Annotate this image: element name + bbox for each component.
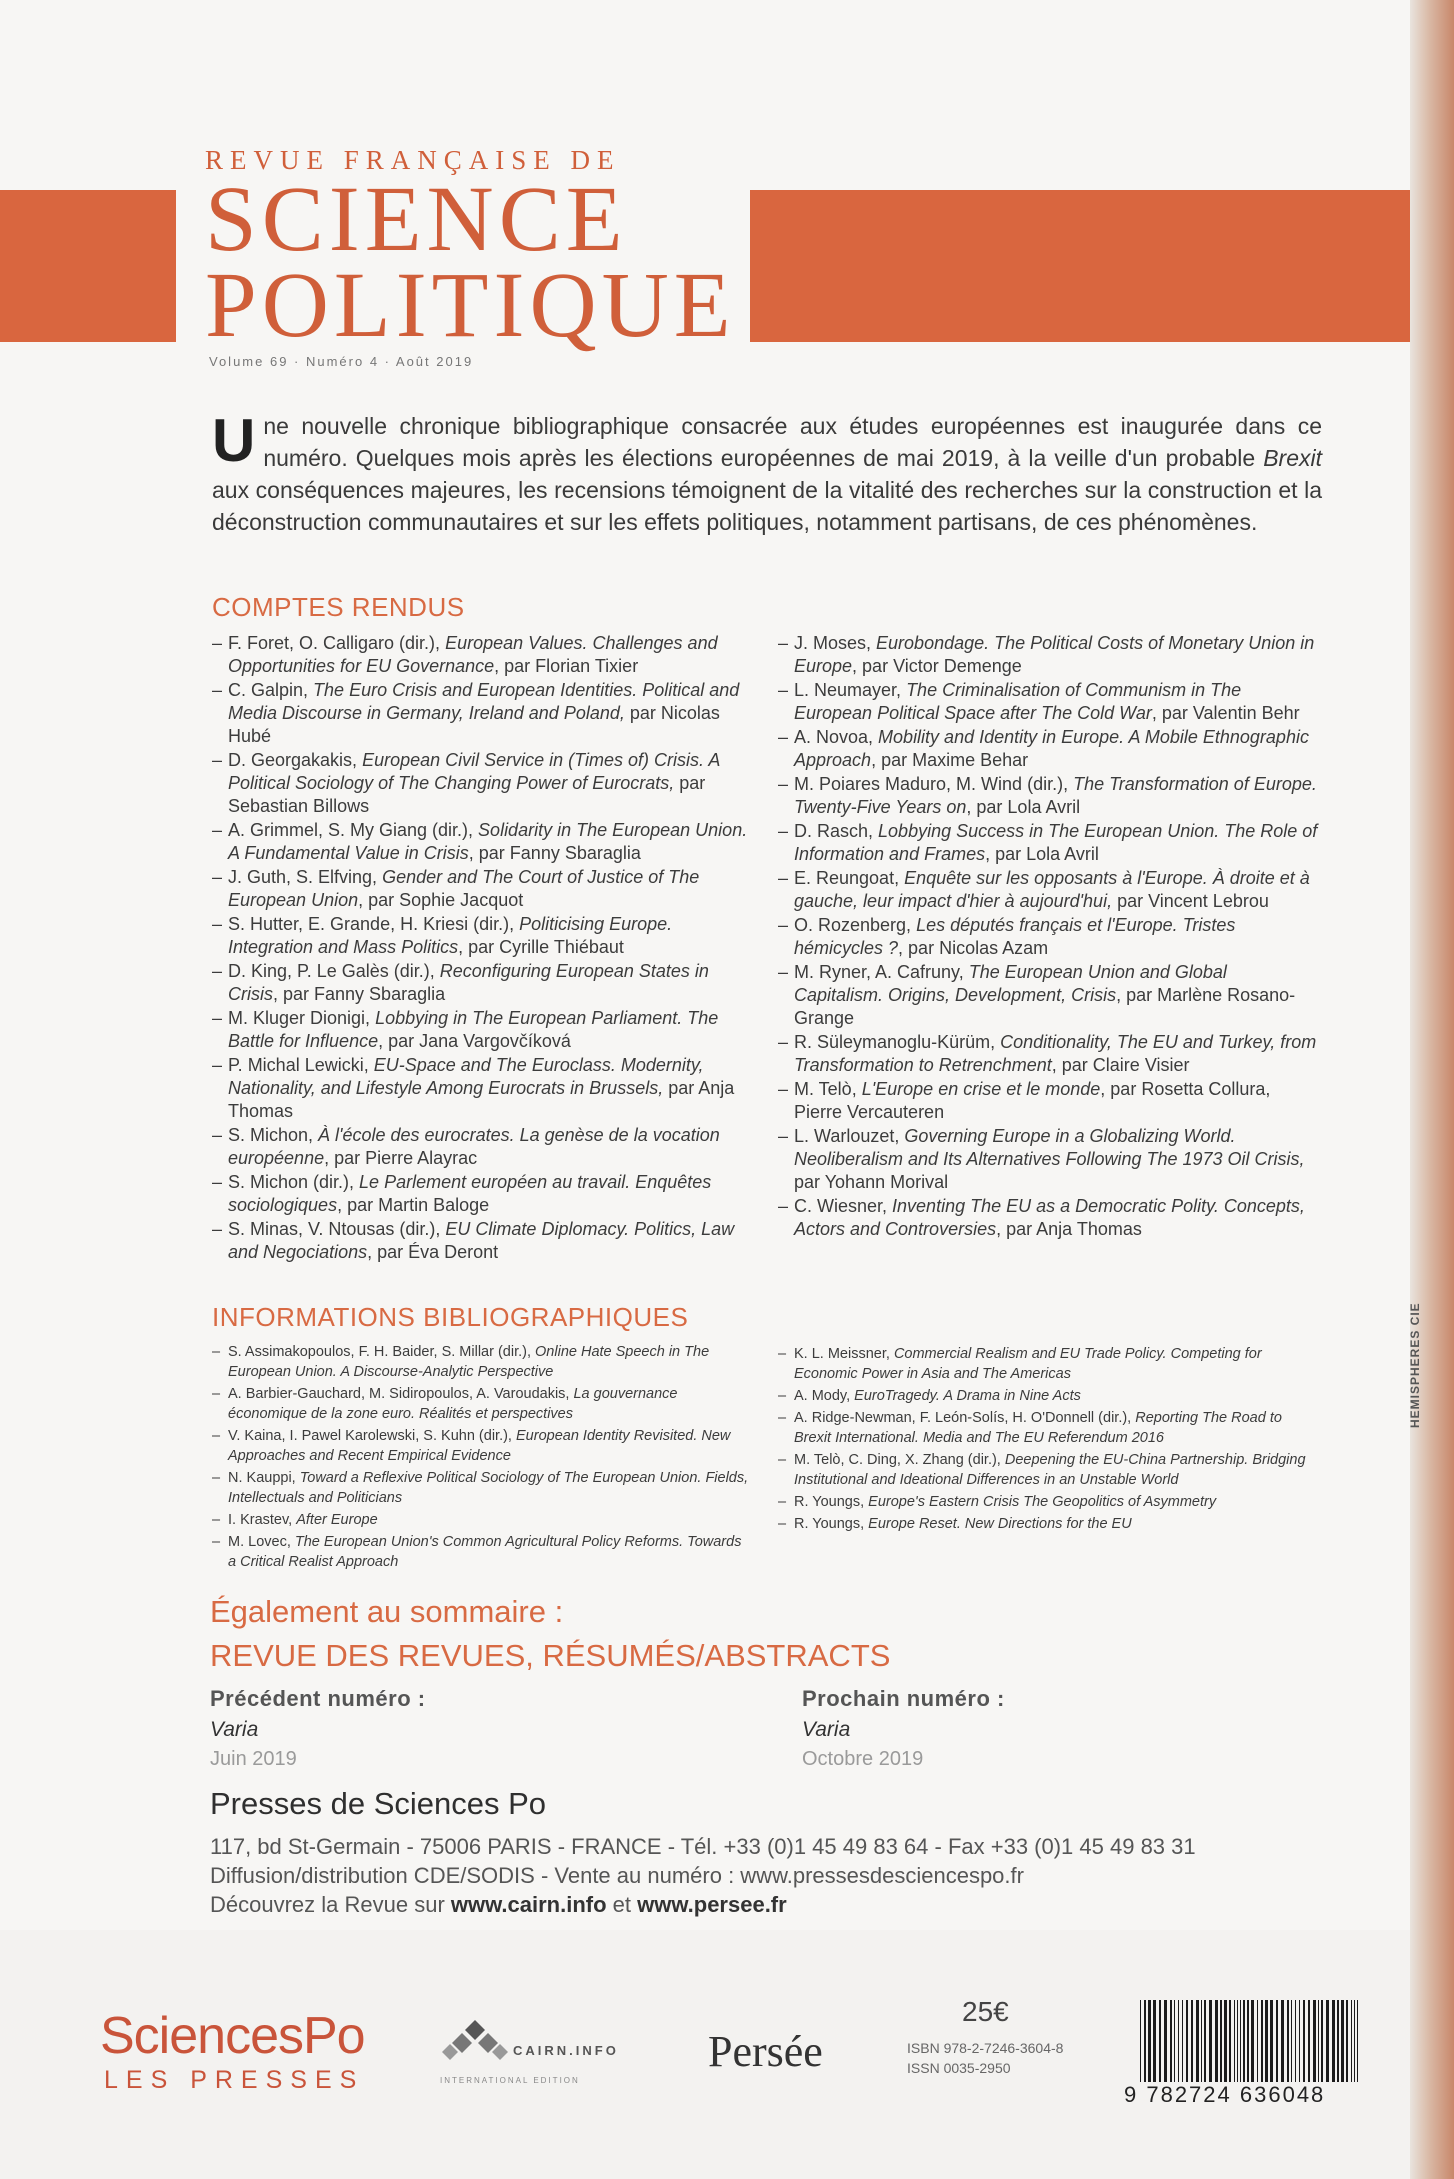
barcode-bar [1247,2000,1249,2082]
entry-author: A. Mody, [794,1388,855,1404]
barcode-bar [1326,2000,1329,2082]
entry-title: L'Europe en crise et le monde [861,1079,1101,1099]
entry-dash: – [212,1008,223,1028]
bibliography-entry [212,1007,757,1053]
entry-dash: – [778,1452,787,1468]
masthead-line-3: POLITIQUE [205,254,736,357]
comptes-rendus-right-column [778,632,1318,1242]
bibliography-entry [778,867,1318,913]
entry-author: R. Süleymanoglu-Kürüm, [794,1032,1001,1052]
bibliography-entry [212,749,757,818]
entry-title: Lobbying Success in The European Union. The Role of Information and Frames [794,821,1318,864]
also-line-1: Également au sommaire : [210,1594,564,1629]
barcode-bar [1159,2000,1161,2082]
bibliography-entry [212,913,757,959]
entry-author: D. Georgakakis, [228,750,363,770]
entry-author: C. Galpin, [228,680,314,700]
barcode-bar [1295,2000,1296,2082]
publisher-name: Presses de Sciences Po [210,1786,547,1821]
cairn-name: CAIRN.INFO [513,2043,619,2058]
entry-reviewer: par Nicolas Hubé [228,703,720,746]
entry-author: S. Michon (dir.), [228,1172,360,1192]
bibliography-entry [212,632,757,678]
barcode-bar [1308,2000,1310,2082]
next-issue [802,1686,1005,1771]
entry-dash: – [212,1534,221,1550]
entry-reviewer: , par Éva Deront [367,1242,499,1262]
entry-dash: – [778,774,789,794]
bibliography-entry [778,1078,1318,1124]
entry-reviewer: , par Lola Avril [966,797,1081,817]
entry-reviewer: , par Cyrille Thiébaut [458,937,624,957]
barcode-bar [1153,2000,1156,2082]
bibliography-entry [778,914,1318,960]
entry-title: Politicising Europe. Integration and Mass Politics [228,914,673,957]
entry-dash: – [778,1196,789,1216]
barcode-bar [1144,2000,1146,2082]
entry-dash: – [212,750,223,770]
entry-reviewer: , par Jana Vargovčíková [378,1031,571,1051]
entry-title: The European Union and Global Capitalism. Origins, Development, Crisis [794,962,1227,1005]
barcode-bar [1182,2000,1183,2082]
entry-dash: – [212,633,223,653]
entry-author: K. L. Meissner, [794,1346,894,1362]
entry-author: A. Ridge-Newman, F. León-Solís, H. O'Donnell (dir.), [794,1410,1136,1426]
entry-title: Eurobondage. The Political Costs of Monetary Union in Europe [794,633,1315,676]
persee-link: www.persee.fr [637,1892,787,1917]
entry-dash: – [778,1032,789,1052]
barcode-bar [1191,2000,1193,2082]
entry-dash: – [778,1126,789,1146]
entry-dash: – [212,1386,221,1402]
bibliography-entry [212,1218,757,1264]
entry-reviewer: , par Valentin Behr [1151,703,1300,723]
entry-reviewer: , par Florian Tixier [494,656,639,676]
publisher-discover [210,1890,1196,1919]
entry-title: Commercial Realism and EU Trade Policy. Competing for Economic Power in Asia and The Americas [794,1346,1262,1382]
barcode-bar [1204,2000,1206,2082]
entry-author: J. Guth, S. Elfving, [228,867,383,887]
entry-author: A. Grimmel, S. My Giang (dir.), [228,820,479,840]
entry-author: R. Youngs, [794,1516,869,1532]
entry-author: R. Youngs, [794,1494,869,1510]
entry-dash: – [212,1055,223,1075]
barcode-bar [1201,2000,1202,2082]
entry-dash: – [778,1346,787,1362]
entry-author: S. Hutter, E. Grande, H. Kriesi (dir.), [228,914,520,934]
informations-right-column [778,1344,1318,1536]
bibliography-entry [212,1426,752,1466]
bibliography-entry [212,1342,752,1382]
entry-dash: – [778,962,789,982]
barcode-bar [1164,2000,1167,2082]
bibliography-entry [212,679,757,748]
bibliography-entry [778,773,1318,819]
entry-author: P. Michal Lewicki, [228,1055,374,1075]
next-issue-title: Varia [802,1718,851,1741]
bibliography-entry [212,960,757,1006]
bibliography-entry [212,1124,757,1170]
entry-title: Reconfiguring European States in Crisis [228,961,709,1004]
entry-author: V. Kaina, I. Pawel Karolewski, S. Kuhn (dir.), [228,1428,516,1444]
bibliography-entry [212,1054,757,1123]
bibliography-entry [212,866,757,912]
entry-title: Enquête sur les opposants à l'Europe. À droite et à gauche, leur impact d'hier à aujourd'hui, [794,868,1310,911]
cairn-sub: INTERNATIONAL EDITION [440,2076,580,2085]
price: 25€ [962,1996,1009,2027]
entry-reviewer: , par Nicolas Azam [898,938,1049,958]
entry-dash: – [778,1494,787,1510]
bibliography-entry [778,820,1318,866]
comptes-rendus-left-column [212,632,757,1265]
barcode-bar [1178,2000,1179,2082]
masthead-band-left [0,190,176,342]
entry-title: European Values. Challenges and Opportunities for EU Governance [228,633,718,676]
also-line-2: REVUE DES REVUES, RÉSUMÉS/ABSTRACTS [210,1638,891,1673]
drop-cap: U [212,407,256,474]
entry-dash: – [212,961,223,981]
bibliography-entry [778,1031,1318,1077]
entry-author: F. Foret, O. Calligaro (dir.), [228,633,446,653]
entry-reviewer: , par Pierre Alayrac [324,1148,478,1168]
entry-dash: – [778,1079,789,1099]
entry-author: A. Barbier-Gauchard, M. Sidiropoulos, A. Varoudakis, [228,1386,574,1402]
entry-dash: – [778,915,789,935]
bibliography-entry [212,1384,752,1424]
entry-reviewer: par Vincent Lebrou [1112,891,1269,911]
entry-title: Lobbying in The European Parliament. The Battle for Influence [228,1008,719,1051]
entry-title: Online Hate Speech in The European Union. A Discourse-Analytic Perspective [228,1344,710,1380]
entry-title: Solidarity in The European Union. A Fundamental Value in Crisis [228,820,748,863]
entry-dash: – [212,1219,223,1239]
barcode-bar [1229,2000,1231,2082]
barcode-bar [1186,2000,1188,2082]
entry-author: O. Rozenberg, [794,915,917,935]
informations-left-column [212,1342,752,1574]
bibliography-entry [778,679,1318,725]
barcode-bar [1287,2000,1289,2082]
issn: ISSN 0035-2950 [907,2060,1011,2076]
bibliography-entry [778,1408,1318,1448]
entry-title: After Europe [296,1512,378,1528]
entry-title: Europe Reset. New Directions for the EU [868,1516,1132,1532]
entry-dash: – [212,820,223,840]
barcode-bar [1276,2000,1278,2082]
vertical-credit: HEMISPHERES CIE [1408,1302,1422,1428]
barcode-bar [1170,2000,1172,2082]
entry-author: M. Poiares Maduro, M. Wind (dir.), [794,774,1074,794]
entry-title: Le Parlement européen au travail. Enquêtes sociologiques [228,1172,712,1215]
barcode-bar [1351,2000,1352,2082]
entry-author: M. Telò, [794,1079,862,1099]
issue-info: Volume 69 · Numéro 4 · Août 2019 [209,354,474,369]
bibliography-entry [212,1468,752,1508]
barcode-bar [1140,2000,1141,2082]
entry-author: J. Moses, [794,633,877,653]
entry-dash: – [212,1512,221,1528]
entry-dash: – [778,633,789,653]
entry-author: D. King, P. Le Galès (dir.), [228,961,440,981]
barcode-bar [1209,2000,1212,2082]
intro-text-2: aux conséquences majeures, les recensions témoignent de la vitalité des recherches sur la construction et la déconstruction communautaires et sur les effets politiques, notamment partisans, de ces phénomènes. [212,477,1322,535]
entry-dash: – [778,680,789,700]
barcode-bar [1174,2000,1175,2082]
masthead-line-1: REVUE FRANÇAISE DE [205,145,621,175]
entry-author: S. Michon, [228,1125,319,1145]
les-presses-label: LES PRESSES [104,2066,365,2094]
barcode-bar [1291,2000,1292,2082]
publisher-distribution: Diffusion/distribution CDE/SODIS - Vente au numéro : www.pressesdesciencespo.fr [210,1863,1024,1888]
barcode-bar [1196,2000,1199,2082]
bibliography-entry [778,1195,1318,1241]
previous-issue-title: Varia [210,1718,259,1741]
entry-author: N. Kauppi, [228,1470,300,1486]
entry-reviewer: , par Rosetta Collura, Pierre Vercauteren [794,1079,1271,1122]
publisher-details [210,1832,1196,1919]
entry-title: Conditionality, The EU and Turkey, from Transformation to Retrenchment [794,1032,1317,1075]
barcode-bar [1257,2000,1258,2082]
entry-author: A. Novoa, [794,727,879,747]
entry-reviewer: , par Anja Thomas [996,1219,1142,1239]
previous-issue-date: Juin 2019 [210,1748,297,1770]
informations-heading: INFORMATIONS BIBLIOGRAPHIQUES [212,1302,689,1332]
entry-author: M. Ryner, A. Cafruny, [794,962,969,982]
entry-dash: – [778,868,789,888]
entry-dash: – [778,1516,787,1532]
previous-issue [210,1686,426,1771]
entry-author: S. Assimakopoulos, F. H. Baider, S. Millar (dir.), [228,1344,536,1360]
masthead-line-2: SCIENCE [205,168,628,271]
previous-issue-label: Précédent numéro : [210,1686,426,1711]
entry-reviewer: , par Victor Demenge [852,656,1022,676]
barcode-bar [1251,2000,1254,2082]
barcode-bar [1332,2000,1335,2082]
entry-author: M. Telò, C. Ding, X. Zhang (dir.), [794,1452,1005,1468]
barcode-bar [1313,2000,1316,2082]
barcode-bar [1321,2000,1323,2082]
barcode-bar [1215,2000,1218,2082]
entry-title: Les députés français et l'Europe. Tristes hémicycles ? [794,915,1236,958]
bibliography-entry [778,632,1318,678]
intro-italic: Brexit [1263,445,1322,471]
bibliography-entry [778,1514,1318,1534]
entry-reviewer: , par Fanny Sbaraglia [273,984,446,1004]
barcode-bar [1224,2000,1227,2082]
next-issue-label: Prochain numéro : [802,1686,1005,1711]
barcode-bar [1265,2000,1268,2082]
bibliography-entry [778,1386,1318,1406]
entry-author: M. Kluger Dionigi, [228,1008,376,1028]
barcode-bar [1346,2000,1348,2082]
cairn-link: www.cairn.info [450,1892,607,1917]
entry-dash: – [778,1410,787,1426]
entry-title: The Transformation of Europe. Twenty-Five Years on [794,774,1317,817]
entry-dash: – [212,680,223,700]
bibliography-entry [212,1171,757,1217]
bibliography-entry [778,961,1318,1030]
isbn: ISBN 978-2-7246-3604-8 [907,2040,1064,2056]
entry-title: EU-Space and The Euroclass. Modernity, Nationality, and Lifestyle Among Eurocrats in Brussels, [228,1055,704,1098]
publisher-address: 117, bd St-Germain - 75006 PARIS - FRANCE - Tél. +33 (0)1 45 49 83 64 - Fax +33 (0)1 45 49 83 31 [210,1834,1196,1859]
also-in-issue [210,1590,890,1678]
entry-reviewer: , par Fanny Sbaraglia [468,843,641,863]
entry-title: Governing Europe in a Globalizing World. Neoliberalism and Its Alternatives Following The 1973 Oil Crisis, [794,1126,1305,1169]
entry-dash: – [212,1125,223,1145]
bibliography-entry [212,1510,752,1530]
entry-title: À l'école des eurocrates. La genèse de la vocation européenne [228,1125,720,1168]
barcode [1138,2000,1364,2082]
bibliography-entry [778,1344,1318,1384]
entry-dash: – [212,1470,221,1486]
barcode-bar [1240,2000,1241,2082]
entry-author: L. Warlouzet, [794,1126,905,1146]
book-spine-edge [1410,0,1454,2179]
entry-title: Europe's Eastern Crisis The Geopolitics of Asymmetry [868,1494,1217,1510]
isbn-block [907,2038,1063,2078]
barcode-bar [1281,2000,1284,2082]
barcode-bar [1237,2000,1238,2082]
barcode-bar [1261,2000,1263,2082]
bibliography-entry [778,1450,1318,1490]
entry-reviewer: par Yohann Morival [794,1172,949,1192]
bibliography-entry [212,1532,752,1572]
next-issue-date: Octobre 2019 [802,1748,924,1770]
barcode-bar [1148,2000,1151,2082]
entry-title: Mobility and Identity in Europe. A Mobile Ethnographic Approach [794,727,1309,770]
entry-title: EU Climate Diplomacy. Politics, Law and Negociations [228,1219,735,1262]
entry-author: D. Rasch, [794,821,879,841]
entry-title: The Criminalisation of Communism in The European Political Space after The Cold War [794,680,1242,723]
entry-dash: – [212,1172,223,1192]
intro-paragraph [212,407,1322,538]
entry-author: M. Lovec, [228,1534,295,1550]
barcode-bar [1337,2000,1339,2082]
barcode-digits: 9 782724 636048 [1124,2082,1326,2107]
entry-title: Inventing The EU as a Democratic Polity. Concepts, Actors and Controversies [794,1196,1305,1239]
bibliography-entry [778,726,1318,772]
cairn-logo [440,2016,619,2085]
entry-title: The European Union's Common Agricultural Policy Reforms. Towards a Critical Realist Approach [228,1534,742,1570]
barcode-bar [1220,2000,1222,2082]
intro-text-1: ne nouvelle chronique bibliographique consacrée aux études européennes est inaugurée dans ce numéro. Quelques mois après les élections européennes de mai 2019, à la veille d'un probable [263,413,1322,471]
entry-reviewer: , par Maxime Behar [871,750,1029,770]
barcode-bar [1299,2000,1300,2082]
entry-author: E. Reungoat, [794,868,905,888]
entry-reviewer: , par Sophie Jacquot [358,890,524,910]
barcode-bar [1354,2000,1355,2082]
barcode-bar [1243,2000,1245,2082]
sciencespo-logo: SciencesPo [100,2007,365,2065]
barcode-bar [1270,2000,1273,2082]
entry-reviewer: , par Claire Visier [1051,1055,1190,1075]
entry-dash: – [778,821,789,841]
entry-author: I. Krastev, [228,1512,297,1528]
entry-reviewer: , par Lola Avril [985,844,1099,864]
bibliography-entry [212,819,757,865]
persee-logo: Persée [708,2027,823,2076]
entry-title: Reporting The Road to Brexit International. Media and The EU Referendum 2016 [794,1410,1282,1446]
bibliography-entry [778,1492,1318,1512]
barcode-bar [1234,2000,1235,2082]
entry-reviewer: , par Marlène Rosano-Grange [794,985,1296,1028]
entry-reviewer: par Anja Thomas [228,1078,735,1121]
entry-dash: – [212,1428,221,1444]
barcode-bar [1318,2000,1319,2082]
entry-title: Gender and The Court of Justice of The European Union [228,867,700,910]
entry-title: EuroTragedy. A Drama in Nine Acts [854,1388,1081,1404]
entry-dash: – [778,727,789,747]
entry-author: L. Neumayer, [794,680,907,700]
entry-author: C. Wiesner, [794,1196,893,1216]
masthead-band-right [750,190,1410,342]
entry-title: Toward a Reflexive Political Sociology of The European Union. Fields, Intellectuals and Politicians [228,1470,749,1506]
barcode-bar [1303,2000,1305,2082]
masthead [205,143,736,357]
entry-title: European Civil Service in (Times of) Crisis. A Political Sociology of The Changing Power of Eurocrats, [228,750,720,793]
entry-author: S. Minas, V. Ntousas (dir.), [228,1219,446,1239]
cairn-stones-icon [440,2016,510,2066]
entry-reviewer: , par Martin Baloge [337,1195,490,1215]
comptes-rendus-heading: COMPTES RENDUS [212,592,465,622]
bibliography-entry [778,1125,1318,1194]
entry-reviewer: par Sebastian Billows [228,773,706,816]
discover-mid: et [606,1892,638,1917]
entry-dash: – [778,1388,787,1404]
barcode-bar [1341,2000,1344,2082]
entry-title: European Identity Revisited. New Approaches and Recent Empirical Evidence [228,1428,731,1464]
barcode-bar [1357,2000,1358,2082]
entry-title: The Euro Crisis and European Identities. Political and Media Discourse in Germany, Ireland and Poland, [228,680,740,723]
entry-dash: – [212,1344,221,1360]
entry-dash: – [212,867,223,887]
entry-title: La gouvernance économique de la zone euro. Réalités et perspectives [228,1386,678,1422]
entry-dash: – [212,914,223,934]
discover-prefix: Découvrez la Revue sur [210,1892,451,1917]
entry-title: Deepening the EU-China Partnership. Bridging Institutional and Ideational Differences in an Unstable World [794,1452,1306,1488]
